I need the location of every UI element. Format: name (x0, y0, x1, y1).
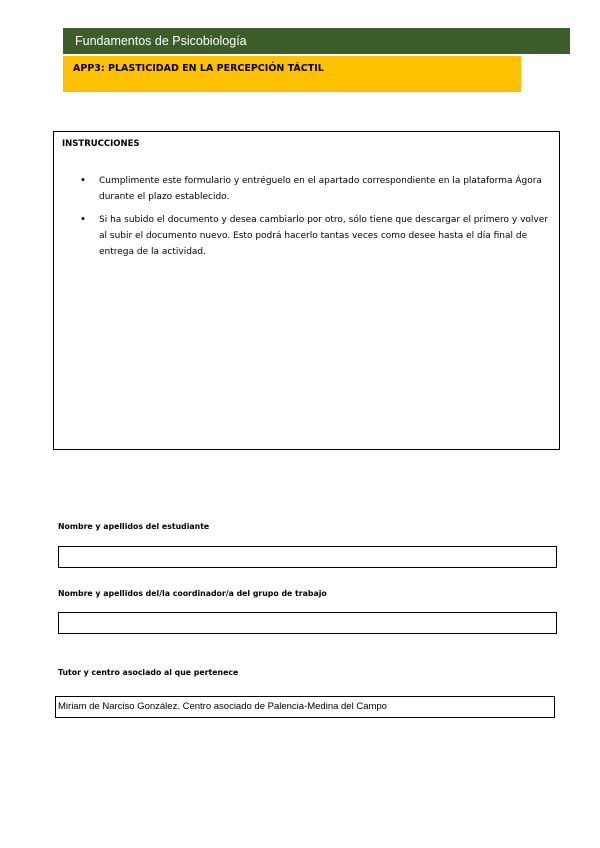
student-name-field[interactable] (58, 546, 557, 568)
list-item (80, 173, 554, 205)
tutor-center-field[interactable] (55, 696, 555, 718)
course-title-bar (63, 28, 570, 54)
instruction-text: Si ha subido el documento y desea cambiarlo por otro, sólo tiene que descargar el primero y volver al subir el documento nuevo. Esto podrá hacerlo tantas veces como desee hasta el día final de entrega de la actividad. (99, 215, 548, 257)
activity-title-bar (63, 56, 521, 92)
coordinator-name-field[interactable] (58, 612, 557, 634)
bullet-icon: • (80, 214, 86, 225)
list-item (80, 212, 554, 260)
instructions-list (80, 173, 554, 267)
course-title: Fundamentos de Psicobiología (75, 34, 247, 48)
tutor-center-value: Miriam de Narciso González. Centro asociado de Palencia-Medina del Campo (58, 701, 387, 712)
bullet-icon: • (80, 175, 86, 186)
activity-title: APP3: PLASTICIDAD EN LA PERCEPCIÓN TÁCTIL (73, 63, 324, 74)
instruction-text: Cumplimente este formulario y entréguelo en el apartado correspondiente en la plataforma Ágora durante el plazo establecido. (99, 176, 542, 202)
coordinator-name-label: Nombre y apellidos del/la coordinador/a del grupo de trabajo (58, 589, 327, 598)
instructions-box (53, 131, 560, 450)
tutor-center-label: Tutor y centro asociado al que pertenece (58, 668, 239, 677)
instructions-title: INSTRUCCIONES (62, 139, 140, 149)
student-name-label: Nombre y apellidos del estudiante (58, 522, 210, 531)
